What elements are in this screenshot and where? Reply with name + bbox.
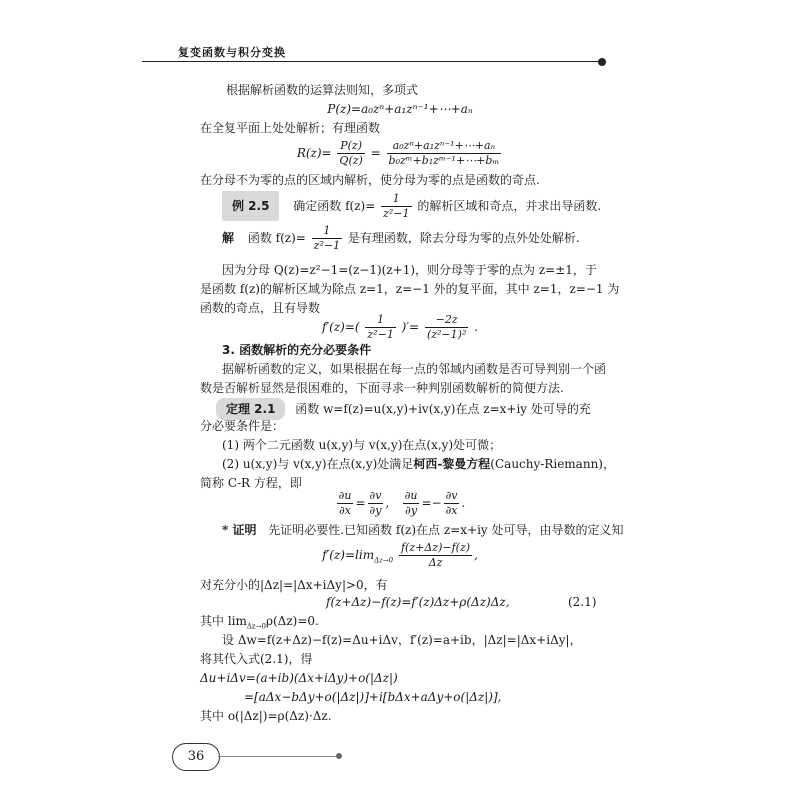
text-line: 函数的奇点，且有导数 — [200, 301, 321, 315]
theorem-tag: 定理 2.1 — [216, 398, 285, 420]
header-rule — [142, 61, 602, 62]
eq-part: 函数 w=f(z)=u(x,y)+iv(x,y)在点 z=x+iy 处可导的充 — [295, 402, 591, 416]
eq-part: 的解析区域和奇点，并求出导函数. — [417, 199, 602, 213]
limit-subscript: Δz→0 — [374, 556, 394, 565]
text-line: 在全复平面上处处解析；有理函数 — [200, 121, 381, 135]
eq-part: ρ(Δz)=0. — [265, 614, 319, 628]
fraction — [381, 192, 411, 221]
eq-part: R(z)= — [296, 146, 332, 160]
eq-part: . — [474, 320, 479, 334]
denominator: ∂x — [445, 504, 458, 517]
text-line: 对充分小的|Δz|=|Δx+iΔy|>0，有 — [200, 578, 388, 592]
theorem-line — [216, 398, 591, 420]
condition-1: (1) 两个二元函数 u(x,y)与 v(x,y)在点(x,y)处可微； — [222, 438, 502, 452]
equation-derivative — [90, 312, 710, 342]
header-rule-dot — [598, 58, 606, 66]
numerator: ∂v — [445, 489, 458, 502]
text-line: 因为分母 Q(z)=z²−1=(z−1)(z+1)，则分母等于零的点为 z=±1，于 — [222, 263, 597, 277]
text-line: 是函数 f(z)的解析区域为除点 z=1，z=−1 外的复平面，其中 z=1，z=−1 为 — [200, 282, 620, 296]
equation-line: Δu+iΔv=(a+ib)(Δx+iΔy)+o(|Δz|) — [200, 671, 398, 685]
example-line — [222, 191, 601, 221]
denominator: z²−1 — [383, 207, 410, 220]
eq-part: 其中 lim — [200, 614, 247, 628]
text-line: 其中 o(|Δz|)=ρ(Δz)·Δz. — [200, 709, 332, 723]
numerator: −2z — [425, 313, 468, 328]
denominator: ∂y — [369, 504, 382, 517]
eq-part: f′(z)=lim — [322, 548, 375, 562]
text-line: 分必要条件是： — [200, 419, 285, 433]
numerator: a₀zⁿ+a₁zⁿ⁻¹+⋯+aₙ — [387, 139, 502, 154]
example-tag: 例 2.5 — [222, 191, 279, 221]
section-title: 3. 函数解析的充分必要条件 — [222, 343, 372, 357]
equation-line: =[aΔx−bΔy+o(|Δz|)]+i[bΔx+aΔy+o(|Δz|)], — [244, 690, 502, 704]
fraction — [365, 313, 395, 342]
eq-part: )′= — [401, 320, 420, 334]
eq-part: 确定函数 f(z)= — [293, 199, 376, 213]
text-line: 设 Δw=f(z+Δz)−f(z)=Δu+iΔv，f′(z)=a+ib，|Δz|=|Δx+iΔy|， — [222, 633, 582, 647]
fraction — [368, 489, 384, 518]
numerator: f(z+Δz)−f(z) — [400, 541, 471, 554]
equation-limit: $f'(z)=\lim_{\Delta z\to 0}$ $\frac{f(z+\Delta z)-f(z)}{\Delta z}$ , — [322, 541, 478, 569]
proof-line — [222, 522, 624, 538]
fraction — [387, 139, 502, 168]
eq-part: = — [370, 146, 381, 160]
eq-part: 先证明必要性.已知函数 f(z)在点 z=x+iy 处可导，由导数的定义知 — [268, 523, 624, 537]
equation-rational — [90, 138, 710, 168]
footer-rule — [218, 756, 338, 757]
text-line: 简称 C-R 方程，即 — [200, 476, 302, 490]
eq-part: f′(z)=( — [321, 320, 360, 334]
denominator: Q(z) — [339, 154, 363, 167]
numerator: ∂u — [404, 489, 418, 502]
cauchy-riemann-term: 柯西-黎曼方程 — [413, 457, 491, 471]
numerator: 1 — [365, 313, 395, 328]
equation-polynomial: P(z)=a₀zⁿ+a₁zⁿ⁻¹+⋯+aₙ — [327, 102, 473, 116]
fraction — [337, 489, 354, 518]
text-line: 根据解析函数的运算法则知，多项式 — [226, 83, 419, 97]
equation-cr: $\frac{\partial u}{\partial x}$ = $\frac{\partial v}{\partial y}$ , $\frac{\partial u}{\partial y}$ =− $\frac{\partial v}{\partial x}$ . — [338, 489, 466, 517]
numerator: 1 — [312, 224, 342, 239]
page-number: 36 — [172, 743, 220, 771]
text-line: 数是否解析显然是很困难的，下面寻求一种判别函数解析的简便方法. — [200, 381, 564, 395]
eq-part: (Cauchy-Riemann)， — [490, 457, 615, 471]
denominator: ∂x — [339, 504, 352, 517]
solution-tag: 解 — [222, 231, 235, 245]
text-line: 将其代入式(2.1)，得 — [200, 652, 313, 666]
footer-rule-dot — [336, 753, 342, 759]
limit-subscript: Δz→0 — [246, 622, 266, 631]
equation-2-1: f(z+Δz)−f(z)=f′(z)Δz+ρ(Δz)Δz, — [326, 595, 510, 609]
proof-tag: * 证明 — [222, 523, 257, 537]
running-title: 复变函数与积分变换 — [178, 46, 286, 59]
denominator: b₀zᵐ+b₁zᵐ⁻¹+⋯+bₘ — [388, 154, 500, 167]
numerator: ∂v — [369, 489, 382, 502]
denominator: ∂y — [405, 504, 418, 517]
fraction — [403, 489, 420, 518]
text-line: 据解析函数的定义，如果根据在每一点的邻域内函数是否可导判别一个函 — [222, 362, 607, 376]
fraction — [399, 541, 472, 570]
condition-2 — [222, 456, 615, 472]
numerator: 1 — [381, 192, 411, 207]
fraction — [444, 489, 460, 518]
eq-part: 函数 f(z)= — [247, 231, 306, 245]
text-line: 在分母不为零的点的区域内解析，使分母为零的点是函数的奇点. — [200, 173, 540, 187]
eq-part: (2) u(x,y)与 v(x,y)在点(x,y)处满足 — [222, 457, 414, 471]
denominator: (z²−1)² — [426, 328, 467, 341]
numerator: ∂u — [338, 489, 352, 502]
solution-line — [222, 224, 580, 253]
fraction — [337, 139, 364, 168]
denominator: z²−1 — [367, 328, 394, 341]
denominator: z²−1 — [313, 239, 341, 252]
fraction — [312, 224, 342, 253]
numerator: P(z) — [337, 139, 364, 154]
fraction — [425, 313, 468, 342]
equation-number: (2.1) — [568, 595, 597, 609]
eq-part: 是有理函数，除去分母为零的点外处处解析. — [347, 231, 580, 245]
denominator: Δz — [428, 556, 443, 569]
